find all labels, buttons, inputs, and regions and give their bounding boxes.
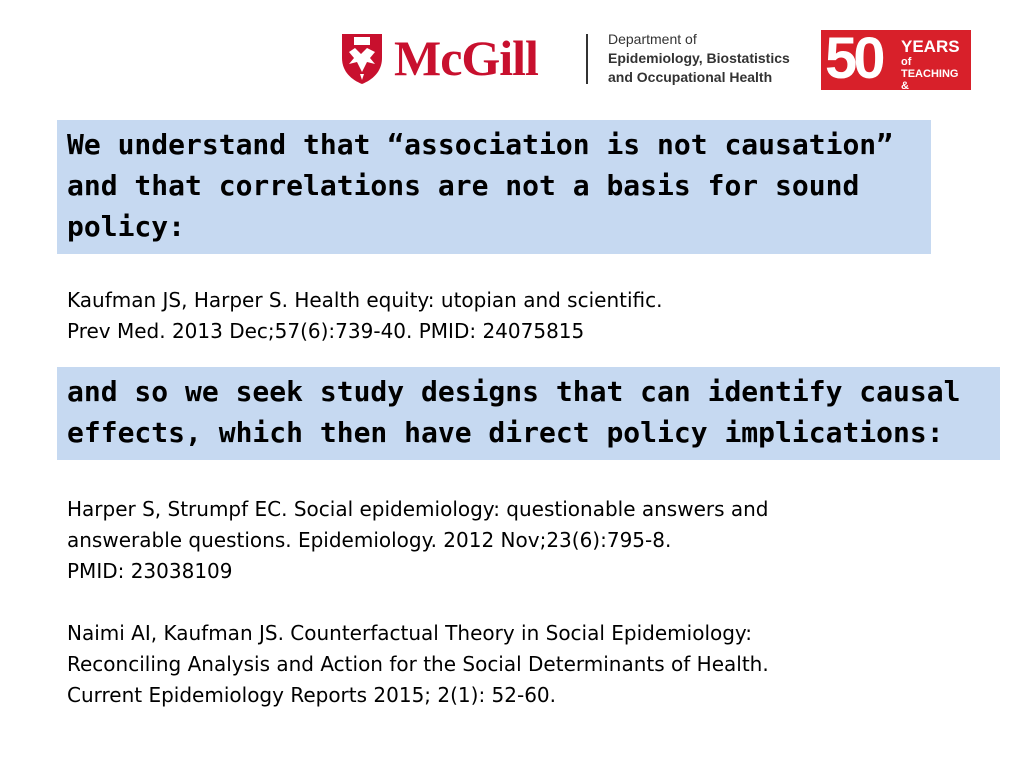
department-line: and Occupational Health — [608, 69, 773, 85]
box-line: and that correlations are not a basis for sound — [67, 169, 860, 202]
reference-line: Harper S, Strumpf EC. Social epidemiology: questionable answers and — [67, 497, 769, 521]
reference-line: Prev Med. 2013 Dec;57(6):739-40. PMID: 24075815 — [67, 319, 585, 343]
mcgill-logo-text: McGill — [394, 30, 538, 86]
reference-naimi-kaufman — [67, 618, 769, 711]
highlight-box-association — [57, 120, 931, 254]
reference-line: Naimi AI, Kaufman JS. Counterfactual Theory in Social Epidemiology: — [67, 621, 753, 645]
box-line: effects, which then have direct policy implications: — [67, 416, 944, 449]
box-line: We understand that “association is not causation” — [67, 128, 894, 161]
department-line: Epidemiology, Biostatistics — [608, 50, 790, 66]
reference-kaufman-harper — [67, 285, 663, 347]
box-line: policy: — [67, 210, 186, 243]
mcgill-crest-icon — [340, 32, 384, 86]
reference-line: Current Epidemiology Reports 2015; 2(1): 52-60. — [67, 683, 557, 707]
logo-divider — [586, 34, 588, 84]
reference-line: Kaufman JS, Harper S. Health equity: utopian and scientific. — [67, 288, 663, 312]
fifty-years-badge — [821, 26, 971, 104]
header-logos — [340, 26, 980, 104]
teaching-label: of TEACHING — [901, 56, 959, 80]
reference-line: Reconciling Analysis and Action for the Social Determinants of Health. — [67, 652, 769, 676]
fifty-number: 50 — [825, 26, 882, 91]
department-line: Department of — [608, 31, 697, 47]
research-label: & RESEARCH — [901, 80, 963, 104]
department-name — [608, 30, 790, 87]
highlight-box-study-designs — [57, 367, 1000, 460]
reference-harper-strumpf — [67, 494, 769, 587]
box-line: and so we seek study designs that can identify causal — [67, 375, 961, 408]
reference-line: PMID: 23038109 — [67, 559, 233, 583]
reference-line: answerable questions. Epidemiology. 2012 Nov;23(6):795-8. — [67, 528, 672, 552]
years-label: YEARS — [901, 37, 960, 56]
